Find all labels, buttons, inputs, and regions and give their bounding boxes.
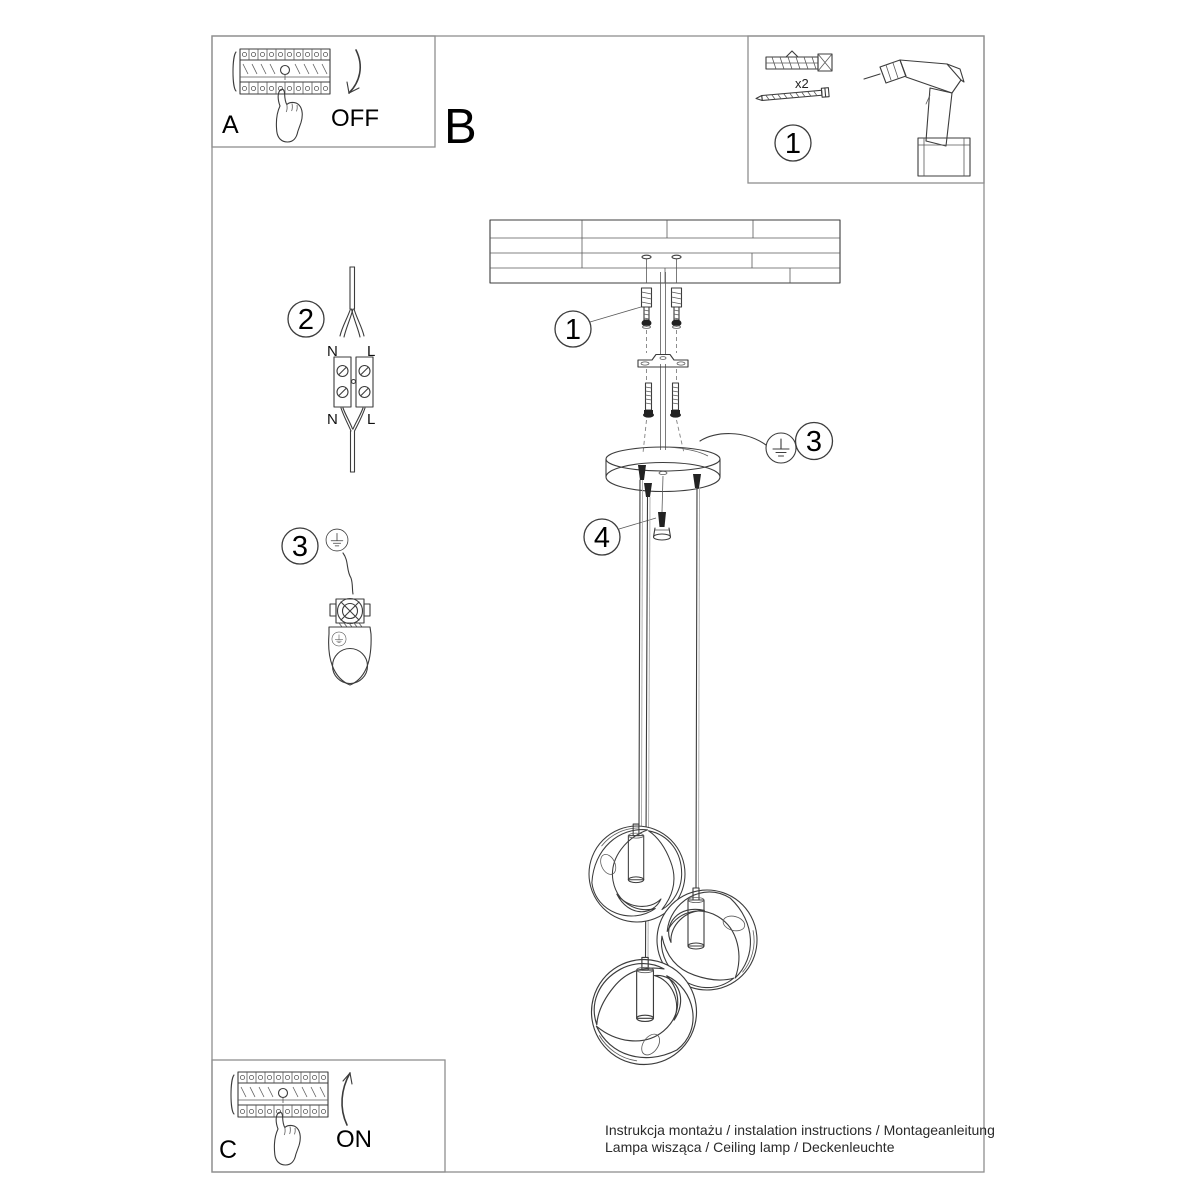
arrow-down-icon	[347, 50, 360, 93]
parts-step-number: 1	[784, 128, 802, 160]
terminal-block-diagram	[288, 267, 375, 472]
footer-line-1: Instrukcja montażu / instalation instructions / Montageanleitung	[605, 1122, 995, 1138]
ground-symbol-icon	[766, 433, 796, 463]
parts-contents	[756, 51, 970, 176]
section-a-letter: A	[222, 111, 239, 139]
ground-clamp-diagram	[282, 528, 371, 685]
ground-lead-wire	[343, 553, 353, 594]
drill-icon	[864, 60, 970, 176]
mains-cable	[661, 272, 666, 450]
label-in-neutral: N	[327, 343, 338, 360]
label-out-live: L	[367, 411, 376, 428]
dowel-screw-pair	[642, 288, 682, 328]
parts-box	[748, 36, 984, 183]
ceiling-illustration	[490, 220, 840, 283]
callout-dowels-number: 1	[564, 314, 582, 346]
off-label: OFF	[331, 105, 379, 132]
section-c-letter: C	[219, 1136, 238, 1164]
ceiling-hole	[672, 255, 681, 259]
callout-terminal-number: 2	[297, 304, 315, 336]
section-b-letter: B	[444, 100, 477, 154]
plug-quantity-label: x2	[795, 76, 809, 91]
mount-plate	[329, 627, 371, 685]
callout-dowels	[555, 307, 641, 347]
breaker-panel-icon	[231, 1072, 328, 1117]
label-out-neutral: N	[327, 411, 338, 428]
hand-icon	[274, 1112, 300, 1165]
callout-clamp-number: 3	[291, 531, 309, 563]
section-c	[219, 1072, 372, 1165]
ceiling-hole	[642, 255, 651, 259]
mounting-bracket	[638, 355, 688, 368]
callout-ground-number: 3	[805, 426, 823, 458]
wall-plug-icon	[766, 51, 832, 71]
ground-wire	[700, 434, 766, 445]
ground-symbol-icon-small	[326, 529, 348, 551]
callout-grip-number: 4	[593, 522, 611, 554]
clamp-body	[330, 599, 370, 628]
section-a	[222, 49, 379, 142]
label-in-live: L	[367, 343, 376, 360]
footer-line-2: Lampa wisząca / Ceiling lamp / Deckenleuchte	[605, 1139, 895, 1155]
hand-icon	[276, 89, 302, 142]
on-label: ON	[336, 1126, 372, 1153]
breaker-panel-icon	[233, 49, 330, 94]
screw-icon	[756, 88, 830, 103]
bracket-screws	[643, 383, 681, 418]
arrow-up-icon	[342, 1073, 352, 1125]
